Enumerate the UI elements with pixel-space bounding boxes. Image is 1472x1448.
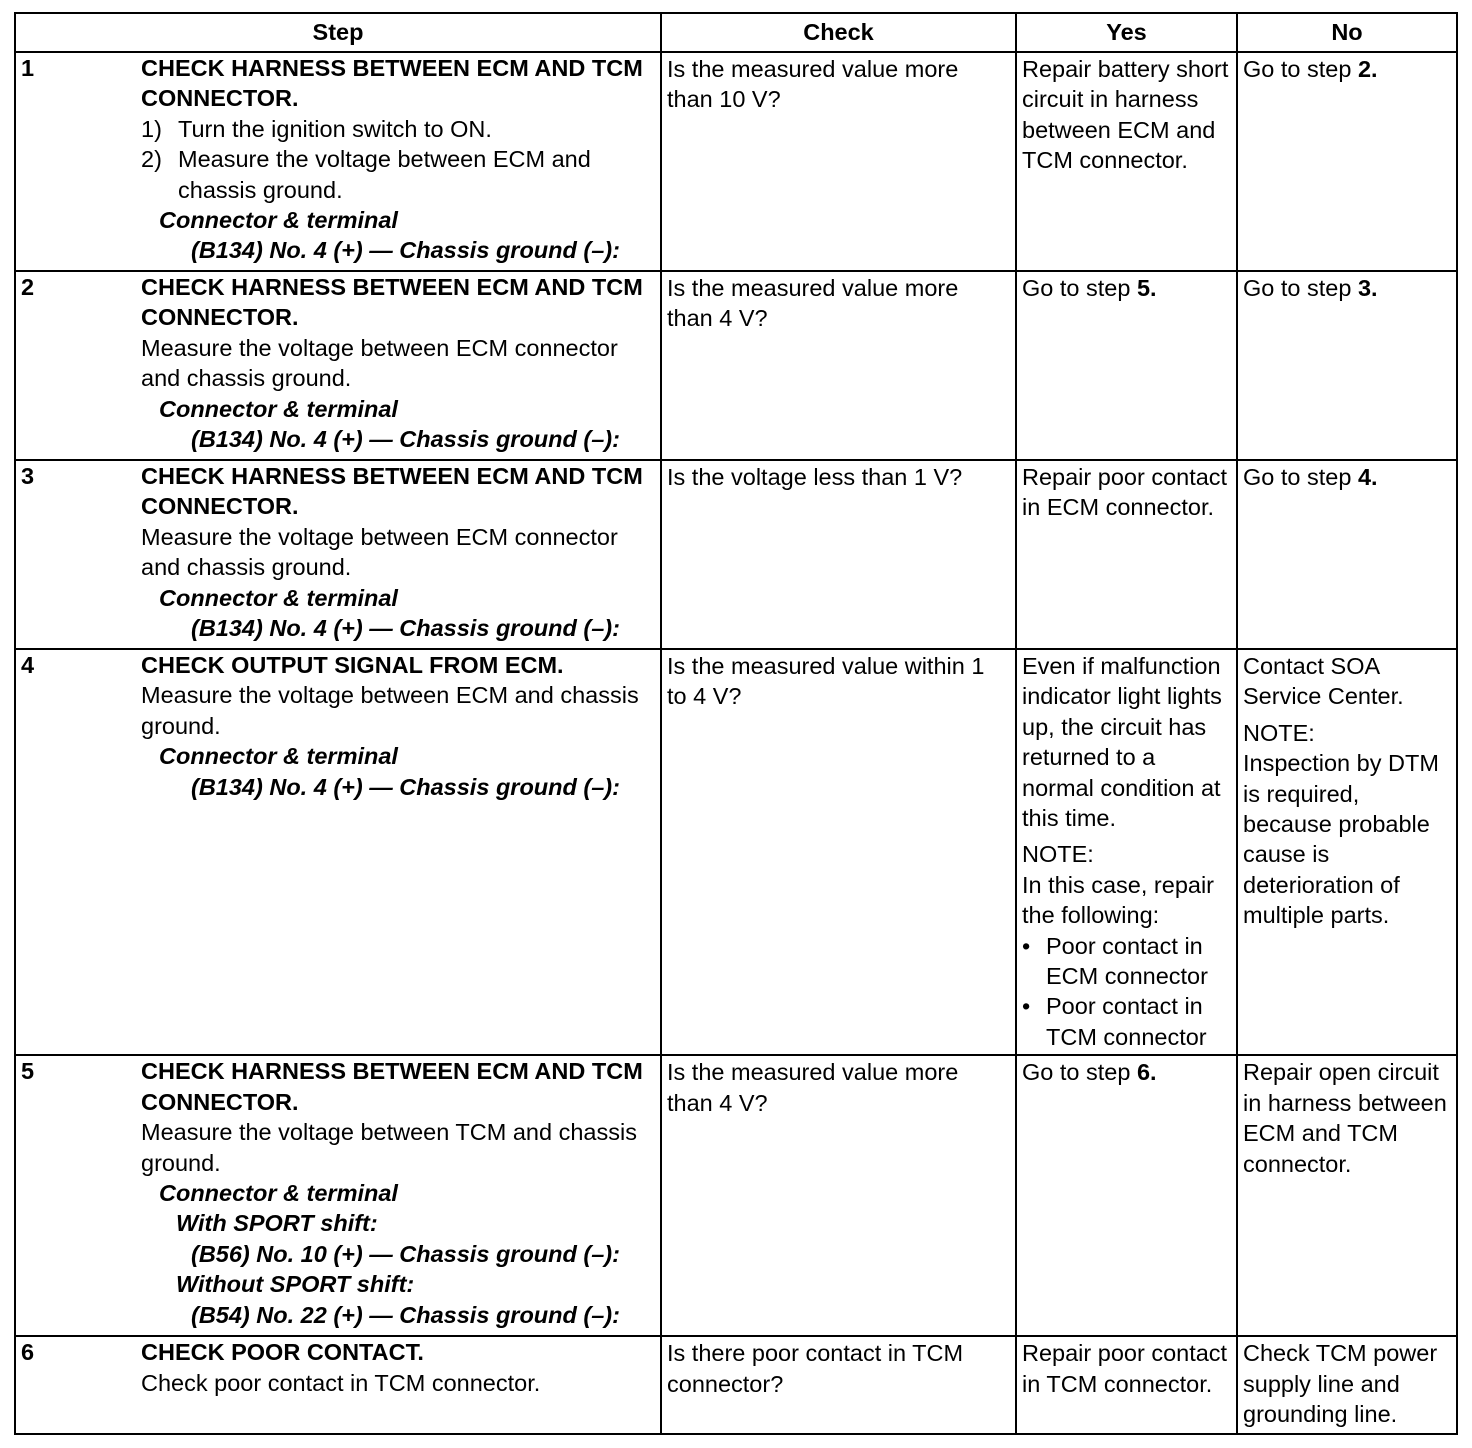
check-cell: Is the measured value more than 10 V?	[661, 52, 1016, 271]
list-item: 1) Turn the ignition switch to ON.	[141, 115, 492, 142]
terminal-spec: (B134) No. 4 (+) — Chassis ground (–):	[191, 237, 620, 264]
step-number: 2	[21, 274, 35, 300]
header-yes: Yes	[1016, 13, 1237, 52]
check-cell: Is the measured value more than 4 V?	[661, 1055, 1016, 1336]
yes-cell: Even if malfunction indicator light lights up, the circuit has returned to a normal condition at this time. NOTE: In this case, repair the following: • Poor contact in ECM connector • Poor contact in TCM connector	[1016, 649, 1237, 1055]
step-reference: 3.	[1357, 275, 1378, 301]
terminal-spec: (B134) No. 4 (+) — Chassis ground (–):	[191, 615, 620, 642]
diagnostic-table	[14, 12, 1458, 1435]
terminal-spec: (B54) No. 22 (+) — Chassis ground (–):	[191, 1301, 620, 1328]
connector-label: Connector & terminal	[159, 395, 398, 422]
bullet-icon: •	[1022, 932, 1031, 959]
yes-cell: Go to step 5.	[1016, 271, 1237, 460]
yes-cell: Repair battery short circuit in harness between ECM and TCM connector.	[1016, 52, 1237, 271]
check-cell: Is the measured value within 1 to 4 V?	[661, 649, 1016, 1055]
yes-cell: Repair poor contact in TCM connector.	[1016, 1336, 1237, 1434]
connector-label: Connector & terminal	[159, 743, 398, 770]
check-cell: Is there poor contact in TCM connector?	[661, 1336, 1016, 1434]
step-instruction: Measure the voltage between TCM and chassis ground.	[141, 1119, 637, 1176]
note-text: Inspection by DTM is required, because probable cause is deterioration of multiple parts.	[1243, 750, 1439, 929]
step-title: CHECK POOR CONTACT.	[141, 1339, 424, 1366]
connector-label: Connector & terminal	[159, 1179, 398, 1206]
terminal-spec: (B56) No. 10 (+) — Chassis ground (–):	[191, 1240, 620, 1267]
variant-label: Without SPORT shift:	[176, 1271, 415, 1298]
step-number: 6	[21, 1339, 35, 1366]
note-text: In this case, repair the following:	[1022, 871, 1215, 929]
note-heading: NOTE:	[1022, 841, 1094, 868]
step-instruction: Measure the voltage between ECM connector and chassis ground.	[141, 334, 618, 392]
step-title: CHECK HARNESS BETWEEN ECM AND TCM CONNECTOR.	[141, 274, 643, 331]
step-cell	[15, 649, 661, 1055]
list-item: • Poor contact in ECM connector	[1022, 931, 1231, 992]
list-item: • Poor contact in TCM connector	[1022, 991, 1231, 1052]
table-row	[15, 52, 1457, 271]
step-reference: 5.	[1136, 275, 1157, 301]
table-row	[15, 1055, 1457, 1336]
table-row	[15, 460, 1457, 649]
header-step: Step	[15, 13, 661, 52]
yes-cell: Go to step 6.	[1016, 1055, 1237, 1336]
no-cell: Go to step 2.	[1237, 52, 1457, 271]
step-cell	[15, 1055, 661, 1336]
connector-label: Connector & terminal	[159, 584, 398, 611]
connector-label: Connector & terminal	[159, 207, 398, 234]
step-title: CHECK HARNESS BETWEEN ECM AND TCM CONNECTOR.	[141, 1058, 643, 1115]
step-reference: 2.	[1357, 56, 1378, 82]
bullet-icon: •	[1022, 993, 1031, 1020]
step-instruction: Check poor contact in TCM connector.	[141, 1369, 541, 1396]
step-cell	[15, 1336, 661, 1434]
no-cell: Go to step 4.	[1237, 460, 1457, 649]
step-instruction: Measure the voltage between ECM connector and chassis ground.	[141, 523, 618, 581]
step-title: CHECK HARNESS BETWEEN ECM AND TCM CONNECTOR.	[141, 463, 643, 520]
step-number: 5	[21, 1058, 35, 1085]
check-cell: Is the voltage less than 1 V?	[661, 460, 1016, 649]
header-row	[15, 13, 1457, 52]
check-cell: Is the measured value more than 4 V?	[661, 271, 1016, 460]
table-row	[15, 271, 1457, 460]
no-cell: Go to step 3.	[1237, 271, 1457, 460]
yes-cell: Repair poor contact in ECM connector.	[1016, 460, 1237, 649]
step-instruction: Measure the voltage between ECM and chassis ground.	[141, 682, 639, 739]
step-cell	[15, 460, 661, 649]
table-row	[15, 649, 1457, 1055]
terminal-spec: (B134) No. 4 (+) — Chassis ground (–):	[191, 426, 620, 453]
step-number: 1	[21, 55, 35, 81]
list-item: 2) Measure the voltage between ECM and chassis ground.	[141, 146, 591, 203]
step-number: 4	[21, 652, 35, 678]
step-title: CHECK HARNESS BETWEEN ECM AND TCM CONNECTOR.	[141, 55, 643, 112]
step-title: CHECK OUTPUT SIGNAL FROM ECM.	[141, 652, 564, 678]
note-heading: NOTE:	[1243, 719, 1315, 746]
table-row	[15, 1336, 1457, 1434]
step-cell	[15, 52, 661, 271]
no-cell: Contact SOA Service Center. NOTE: Inspection by DTM is required, because probable cause is deterioration of multiple parts.	[1237, 649, 1457, 1055]
header-no: No	[1237, 13, 1457, 52]
step-reference: 6.	[1136, 1059, 1157, 1086]
variant-label: With SPORT shift:	[176, 1210, 378, 1237]
header-check: Check	[661, 13, 1016, 52]
no-cell: Check TCM power supply line and grounding line.	[1237, 1336, 1457, 1434]
step-number: 3	[21, 463, 35, 489]
terminal-spec: (B134) No. 4 (+) — Chassis ground (–):	[191, 773, 620, 800]
step-reference: 4.	[1357, 464, 1378, 490]
step-cell	[15, 271, 661, 460]
no-cell: Repair open circuit in harness between ECM and TCM connector.	[1237, 1055, 1457, 1336]
